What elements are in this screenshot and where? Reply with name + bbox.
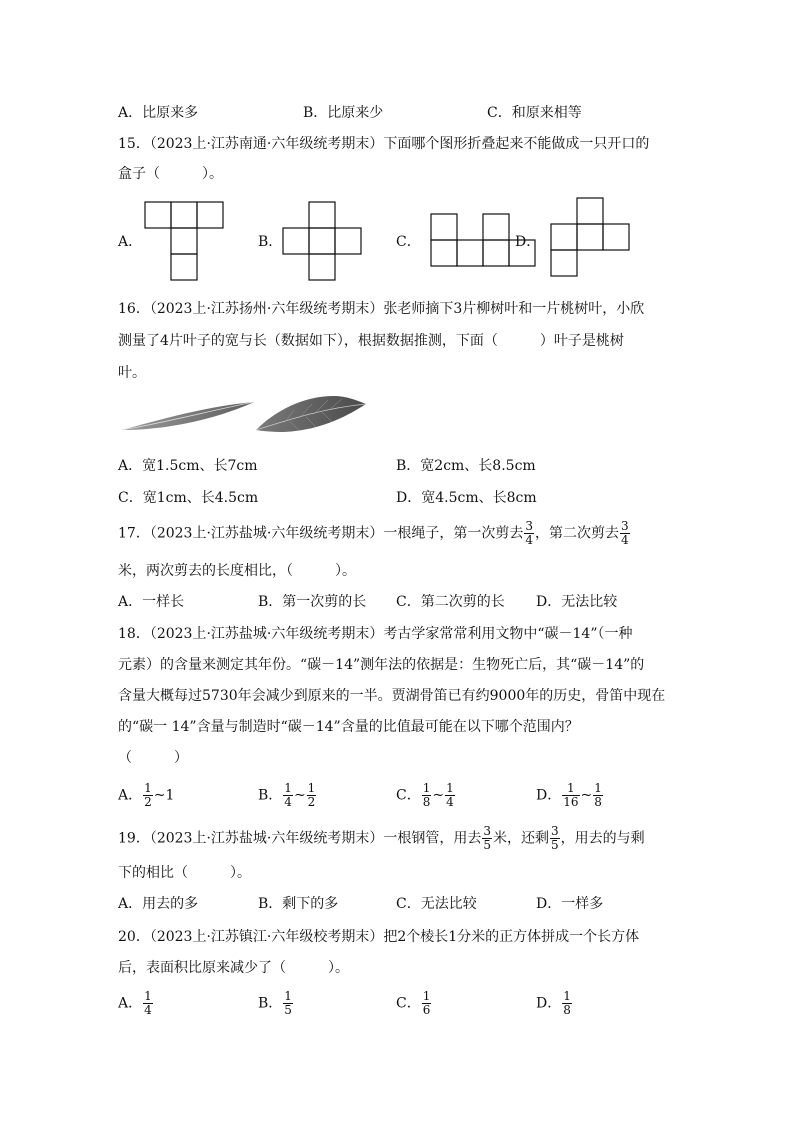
q18-stem-line5: （ ） xyxy=(118,750,188,766)
q20-stem-line1: 20．（2023上·江苏镇江·六年级校考期末）把2个棱长1分米的正方体拼成一个长方体 xyxy=(118,929,640,945)
q20-option-b[interactable]: B． $\frac{1}{5}$ xyxy=(258,989,292,1017)
q16-option-d[interactable]: D．宽4.5cm、长8cm xyxy=(396,490,537,506)
q17-option-c[interactable]: C．第二次剪的长 xyxy=(396,594,505,610)
q15-net-a xyxy=(144,201,224,281)
fraction: $\frac{3}{4}$ xyxy=(620,519,629,547)
q17-stem-line2: 米，两次剪去的长度相比，（ ）。 xyxy=(118,563,356,579)
q19-stem-line1: 19．（2023上·江苏盐城·六年级统考期末）一根钢管，用去 $\frac{3}{5}$ 米，还剩 $\frac{3}{5}$ ，用去的与剩 xyxy=(118,824,645,852)
q17-stem-line1: 17．（2023上·江苏盐城·六年级统考期末）一根绳子，第一次剪去 $\frac{3}{4}$ ，第二次剪去 $\frac{3}{4}$ xyxy=(118,519,629,547)
q18-stem-line1: 18．（2023上·江苏盐城·六年级统考期末）考古学家常常利用文物中“碳－14”（一种 xyxy=(118,626,633,642)
q19-option-b[interactable]: B．剩下的多 xyxy=(258,896,339,912)
q15-label-d[interactable]: D． xyxy=(515,234,541,250)
q19-option-d[interactable]: D．一样多 xyxy=(536,896,604,912)
q17-option-d[interactable]: D．无法比较 xyxy=(536,594,618,610)
peach-leaf-image xyxy=(254,390,370,438)
q20-option-c[interactable]: C． $\frac{1}{6}$ xyxy=(396,989,431,1017)
q16-option-b[interactable]: B．宽2cm、长8.5cm xyxy=(396,458,536,474)
q18-option-d[interactable]: D． $\frac{1}{16}$ ~ $\frac{1}{8}$ xyxy=(536,781,602,809)
q19-option-c[interactable]: C．无法比较 xyxy=(396,896,477,912)
q15-label-c[interactable]: C． xyxy=(396,234,421,250)
q15-label-b[interactable]: B． xyxy=(258,234,283,250)
q15-net-b xyxy=(282,201,362,281)
q16-option-c[interactable]: C．宽1cm、长4.5cm xyxy=(118,490,259,506)
q16-stem-line2: 测量了4片叶子的宽与长（数据如下），根据数据推测，下面（ ）叶子是桃树 xyxy=(118,333,624,349)
q20-option-a[interactable]: A． $\frac{1}{4}$ xyxy=(118,989,152,1017)
q16-stem-line1: 16．（2023上·江苏扬州·六年级统考期末）张老师摘下3片柳树叶和一片桃树叶，小欣 xyxy=(118,301,645,317)
q18-option-b[interactable]: B． $\frac{1}{4}$ ~ $\frac{1}{2}$ xyxy=(258,781,316,809)
fraction: $\frac{3}{4}$ xyxy=(525,519,533,547)
q15-stem-line1: 15．（2023上·江苏南通·六年级统考期末）下面哪个图形折叠起来不能做成一只开口的 xyxy=(118,136,650,152)
q19-option-a[interactable]: A．用去的多 xyxy=(118,896,199,912)
q16-stem-line3: 叶。 xyxy=(118,365,146,381)
q14-option-b[interactable]: B．比原来少 xyxy=(303,105,384,121)
q17-option-a[interactable]: A．一样长 xyxy=(118,594,185,610)
q20-option-d[interactable]: D． $\frac{1}{8}$ xyxy=(536,989,571,1017)
q19-stem-line2: 下的相比（ ）。 xyxy=(118,865,251,881)
q18-option-c[interactable]: C． $\frac{1}{8}$ ~ $\frac{1}{4}$ xyxy=(396,781,454,809)
q15-label-a[interactable]: A． xyxy=(118,234,143,250)
willow-leaf-image xyxy=(118,398,258,442)
q18-option-a[interactable]: A． $\frac{1}{2}$ ~1 xyxy=(118,781,175,809)
q20-stem-line2: 后，表面积比原来减少了（ ）。 xyxy=(118,960,349,976)
q14-option-a[interactable]: A．比原来多 xyxy=(118,105,199,121)
q14-option-c[interactable]: C．和原来相等 xyxy=(487,105,582,121)
q15-stem-line2: 盒子（ ）。 xyxy=(118,166,223,182)
q18-stem-line2: 元素）的含量来测定其年份。“碳－14”测年法的依据是：生物死亡后，其“碳－14”的 xyxy=(118,657,645,673)
q17-option-b[interactable]: B．第一次剪的长 xyxy=(258,594,367,610)
q15-net-d xyxy=(550,197,632,279)
q16-option-a[interactable]: A．宽1.5cm、长7cm xyxy=(118,458,258,474)
q18-stem-line3: 含量大概每过5730年会减少到原来的一半。贾湖骨笛已有约9000年的历史，骨笛中现在 xyxy=(118,688,666,704)
q18-stem-line4: 的“碳一 14”含量与制造时“碳－14”含量的比值最可能在以下哪个范围内？ xyxy=(118,719,579,735)
